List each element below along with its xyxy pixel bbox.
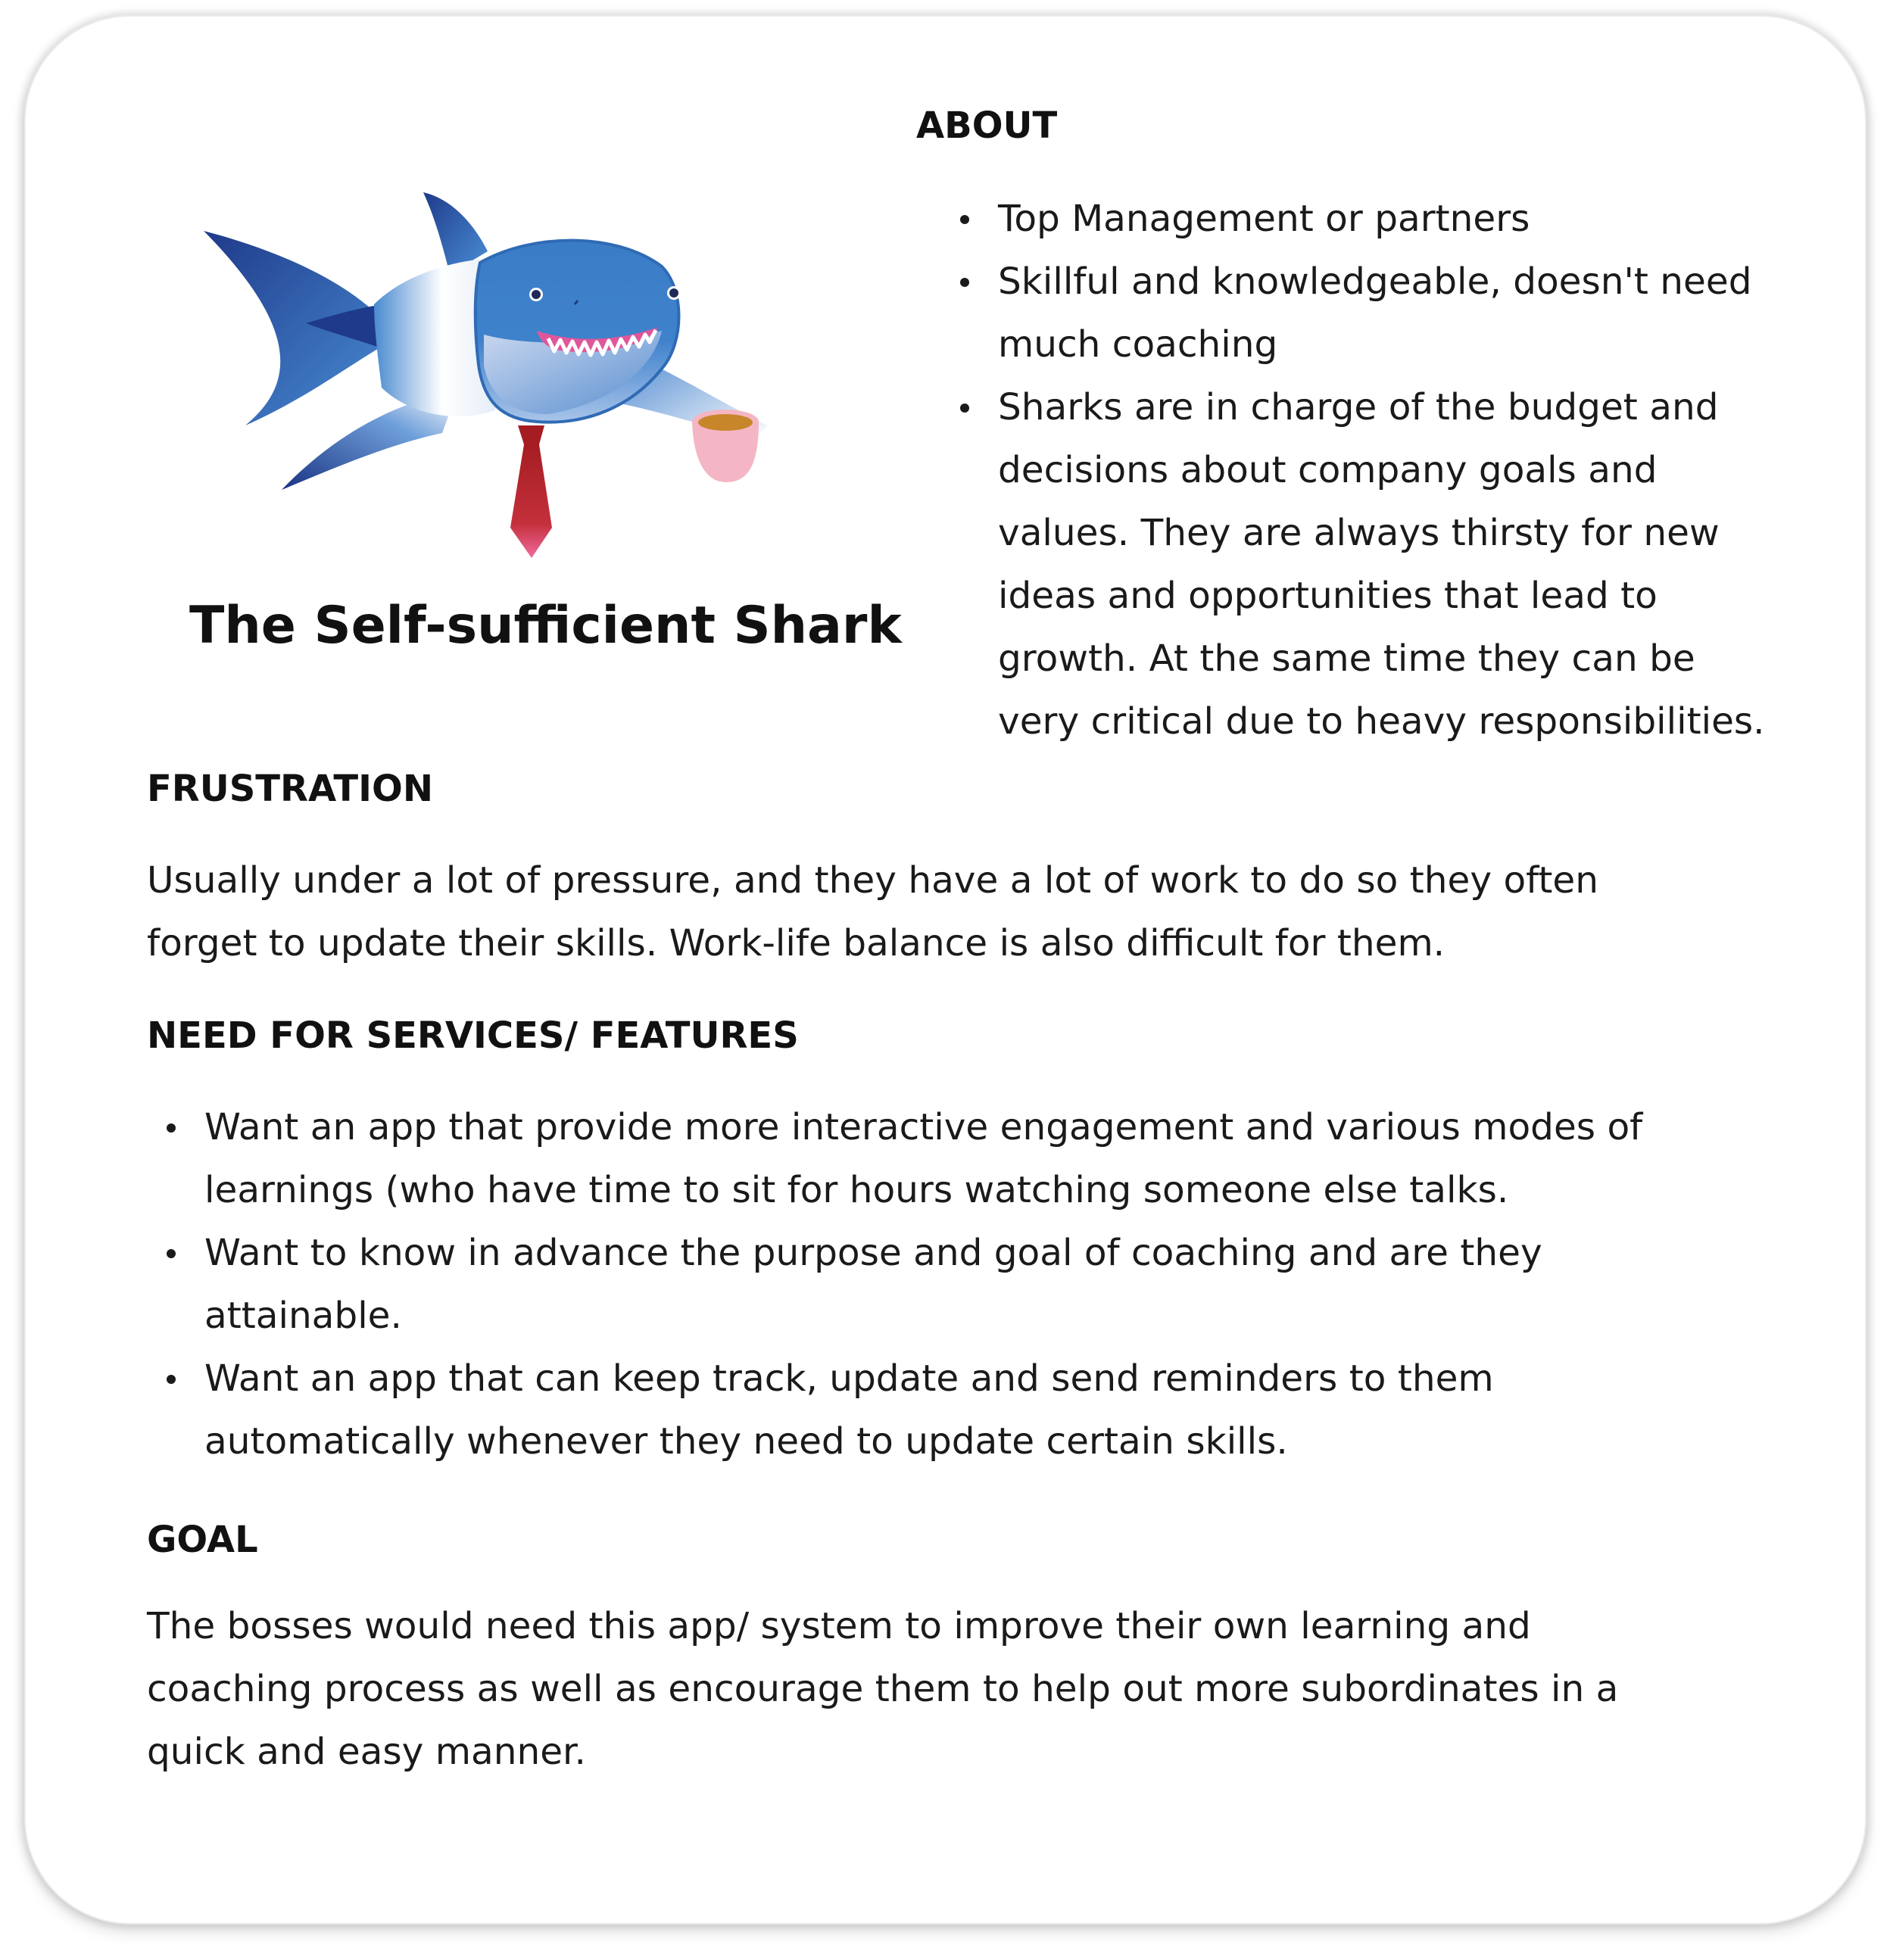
- bullet-icon: [167, 1375, 176, 1384]
- list-item: Skillful and knowledgeable, doesn't need much coaching: [940, 251, 1849, 376]
- needs-list: [147, 1096, 1813, 1473]
- list-item: Want an app that can keep track, update and send reminders to them automatically whenever they need to update certain skills.: [147, 1348, 1813, 1473]
- goal-heading: GOAL: [147, 1519, 258, 1561]
- bullet-icon: [960, 215, 969, 224]
- bullet-icon: [960, 278, 969, 287]
- frustration-heading: FRUSTRATION: [147, 768, 433, 810]
- bullet-icon: [167, 1123, 176, 1133]
- frustration-text: Usually under a lot of pressure, and they have a lot of work to do so they often forget to update their skills. Work-life balance is also difficult for them.: [147, 859, 1598, 964]
- persona-title: The Self-sufficient Shark: [189, 596, 902, 656]
- bullet-icon: [167, 1249, 176, 1258]
- needs-heading: NEED FOR SERVICES/ FEATURES: [147, 1014, 799, 1057]
- bullet-icon: [960, 404, 969, 413]
- about-heading: ABOUT: [916, 104, 1058, 147]
- shark-in-tie-with-coffee-cup-icon: [192, 183, 783, 577]
- persona-card: [24, 15, 1866, 1924]
- list-item: Top Management or partners: [940, 188, 1849, 251]
- list-item: Want an app that provide more interactive engagement and various modes of learnings (who have time to sit for hours watching someone else talks.: [147, 1096, 1813, 1222]
- about-list: [940, 188, 1849, 753]
- list-item: Want to know in advance the purpose and goal of coaching and are they attainable.: [147, 1222, 1813, 1348]
- goal-text: The bosses would need this app/ system to improve their own learning and coaching process as well as encourage them to help out more subordinates in a quick and easy manner.: [147, 1605, 1619, 1773]
- list-item: Sharks are in charge of the budget and decisions about company goals and values. They are always thirsty for new ideas and opportunities that lead to growth. At the same time they can be very critical due to heavy responsibilities.: [940, 376, 1849, 753]
